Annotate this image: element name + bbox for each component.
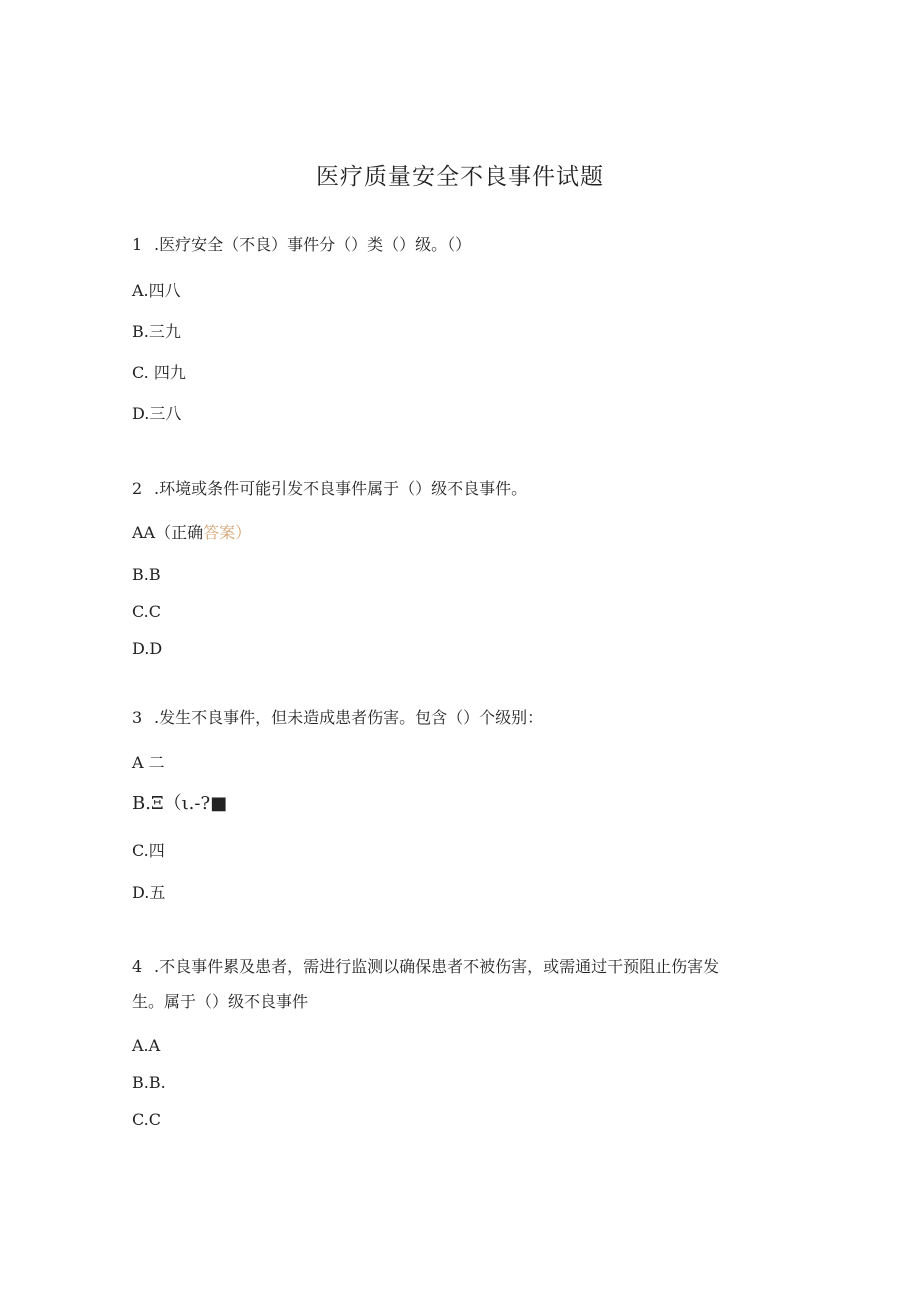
question-3-option-c[interactable]: C.四 <box>132 841 165 860</box>
question-1-option-c[interactable]: C. 四九 <box>132 363 186 382</box>
question-3-option-b[interactable]: B.Ξ（ι.-?■ <box>132 793 228 814</box>
question-1-option-d[interactable]: D.三八 <box>132 404 182 423</box>
question-text: .发生不良事件，但未造成患者伤害。包含（）个级别： <box>154 708 544 727</box>
question-4-option-c[interactable]: C.C <box>132 1110 161 1129</box>
question-text: .医疗安全（不良）事件分（）类（）级。（） <box>154 235 472 254</box>
question-1-option-a[interactable]: A.四八 <box>132 281 181 300</box>
question-2-option-b[interactable]: B.B <box>132 565 161 584</box>
question-number: 4 <box>132 957 143 976</box>
question-3 <box>132 707 543 729</box>
question-2-option-d[interactable]: D.D <box>132 639 163 658</box>
question-3-option-d[interactable]: D.五 <box>132 883 166 902</box>
answer-highlight: 答案） <box>203 523 252 542</box>
question-1 <box>132 234 471 256</box>
question-number: 3 <box>132 708 143 727</box>
question-2-option-c[interactable]: C.C <box>132 602 161 621</box>
question-3-option-a[interactable]: A 二 <box>132 753 165 772</box>
question-text: .不良事件累及患者，需进行监测以确保患者不被伤害，或需通过干预阻止伤害发 <box>154 957 720 976</box>
question-4-continuation: 生。属于（）级不良事件 <box>132 992 309 1011</box>
page-title: 医疗质量安全不良事件试题 <box>316 164 604 190</box>
option-text: AA（正确 <box>132 523 204 542</box>
question-number: 1 <box>132 235 143 254</box>
question-2-option-a[interactable] <box>132 522 251 544</box>
question-number: 2 <box>132 479 143 498</box>
question-text: .环境或条件可能引发不良事件属于（）级不良事件。 <box>154 479 528 498</box>
question-1-option-b[interactable]: B.三九 <box>132 322 181 341</box>
question-4-option-b[interactable]: B.B. <box>132 1073 166 1092</box>
question-4 <box>132 956 719 978</box>
question-4-option-a[interactable]: A.A <box>132 1036 161 1055</box>
question-2 <box>132 478 527 500</box>
